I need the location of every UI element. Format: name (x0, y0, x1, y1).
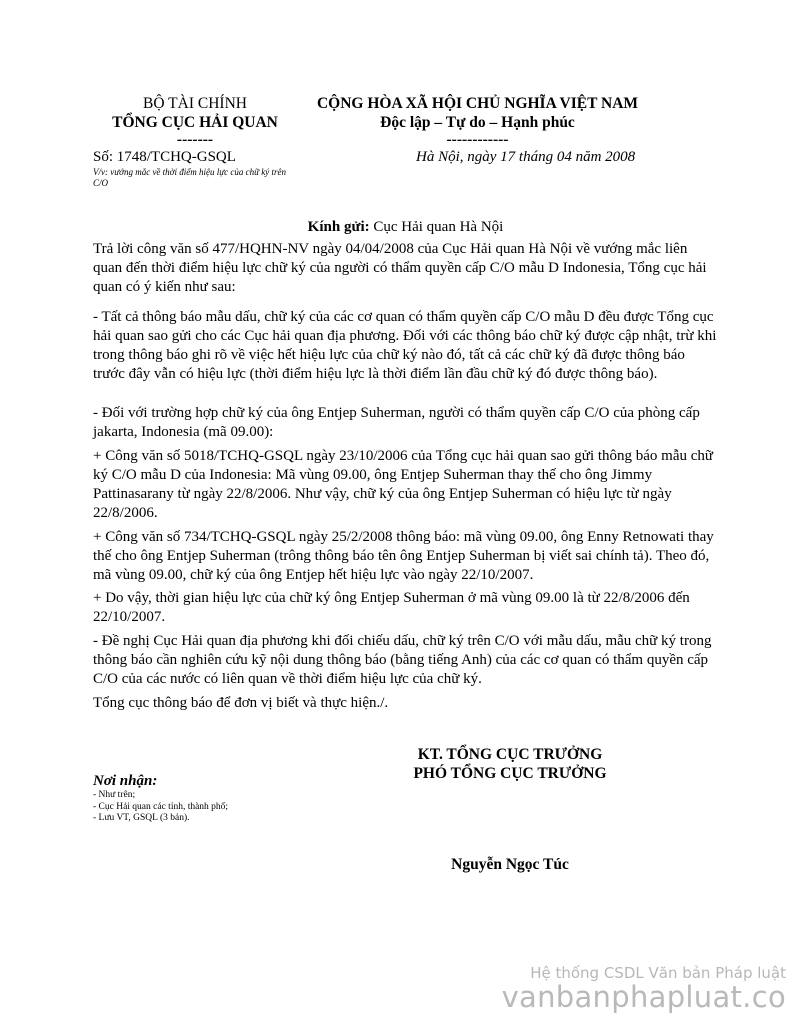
national-motto: Độc lập – Tự do – Hạnh phúc (380, 114, 575, 131)
country-title: CỘNG HÒA XÃ HỘI CHỦ NGHĨA VIỆT NAM (316, 95, 639, 112)
signature-line-2: PHÓ TỔNG CỤC TRƯỞNG (413, 765, 607, 782)
recipient-line (93, 218, 718, 237)
paragraph-closing: Tổng cục thông báo để đơn vị biết và thực hiện./. (93, 695, 389, 711)
paragraph-request: - Đề nghị Cục Hải quan địa phương khi đối chiếu dấu, chữ ký trên C/O với mẫu dấu, mẫu chữ ký trong thông báo cần nghiên cứu kỹ nội dung thông báo (bằng tiếng Anh) của các cơ quan có thẩm quyền cấp C/O của các nước có liên quan về thời điểm hiệu lực của chữ ký. (93, 633, 712, 687)
recipients-item: - Lưu VT, GSQL (3 bản). (93, 813, 190, 823)
national-header (300, 94, 655, 147)
paragraph-intro: Trả lời công văn số 477/HQHN-NV ngày 04/04/2008 của Cục Hải quan Hà Nội về vướng mắc liên quan đến thời điểm hiệu lực chữ ký của người có thẩm quyền cấp C/O mẫu D Indonesia, Tổng cục hải quan có ý kiến như sau: (93, 241, 707, 295)
signature-line-1: KT. TỔNG CỤC TRƯỞNG (417, 746, 603, 763)
paragraph-letter-5018: + Công văn số 5018/TCHQ-GSQL ngày 23/10/2006 của Tổng cục hải quan sao gửi thông báo mẫu chữ ký C/O mẫu D của Indonesia: Mã vùng 09.00, ông Entjep Suherman thay thế cho ông Jimmy Pattinasarany từ ngày 22/8/2006. Như vậy, chữ ký của ông Entjep Suherman có hiệu lực từ ngày 22/8/2006. (93, 448, 714, 521)
recipient-name: Cục Hải quan Hà Nội (369, 219, 504, 235)
signer-name: Nguyễn Ngọc Túc (451, 856, 569, 873)
recipients-item: - Cục Hải quan các tỉnh, thành phố; (93, 801, 229, 812)
place-date: Hà Nội, ngày 17 tháng 04 năm 2008 (416, 149, 636, 165)
document-subject: V/v: vướng mắc về thời điểm hiệu lực của chữ ký trên C/O (93, 167, 287, 188)
paragraph-case: - Đối với trường hợp chữ ký của ông Entjep Suherman, người có thẩm quyền cấp C/O của phòng cấp jakarta, Indonesia (mã 09.00): (93, 405, 700, 440)
recipients-item: - Như trên; (93, 790, 136, 800)
agency-name: TỔNG CỤC HẢI QUAN (112, 114, 278, 131)
issuer-rule: ------- (176, 131, 214, 148)
recipients-block (93, 773, 228, 825)
recipients-title: Nơi nhận: (93, 773, 158, 789)
document-number: Số: 1748/TCHQ-GSQL (93, 149, 236, 165)
issuer-block (100, 94, 290, 147)
paragraph-validity-period: + Do vậy, thời gian hiệu lực của chữ ký ông Entjep Suherman ở mã vùng 09.00 là từ 22/8/2006 đến 22/10/2007. (93, 590, 690, 625)
watermark-line-1: Hệ thống CSDL Văn bản Pháp luật (530, 964, 786, 982)
paragraph-letter-734: + Công văn số 734/TCHQ-GSQL ngày 25/2/2008 thông báo: mã vùng 09.00, ông Enny Retnowati thay thế cho ông Entjep Suherman (trông thông báo tên ông Entjep Suherman bị viết sai chính tả). Theo đó, mã vùng 09.00, chữ ký của ông Entjep hết hiệu lực vào ngày 22/10/2007. (93, 529, 714, 583)
signature-title (395, 745, 625, 783)
watermark-line-2: vanbanphapluat.co (501, 980, 786, 1014)
recipient-label: Kính gửi: (307, 219, 370, 235)
ministry-name: BỘ TÀI CHÍNH (143, 95, 247, 112)
paragraph-notice-policy: - Tất cả thông báo mẫu dấu, chữ ký của các cơ quan có thẩm quyền cấp C/O mẫu D đều được Tổng cục hải quan sao gửi cho các Cục hải quan địa phương. Đối với các thông báo chữ ký được cập nhật, trừ khi trong thông báo ghi rõ về việc hết hiệu lực của chữ ký nào đó, tất cả các chữ ký đã được thông báo trước đây vẫn có hiệu lực (thời điểm hiệu lực là thời điểm lần đầu chữ ký đó được thông báo). (93, 309, 717, 382)
national-rule: ------------ (446, 131, 509, 148)
